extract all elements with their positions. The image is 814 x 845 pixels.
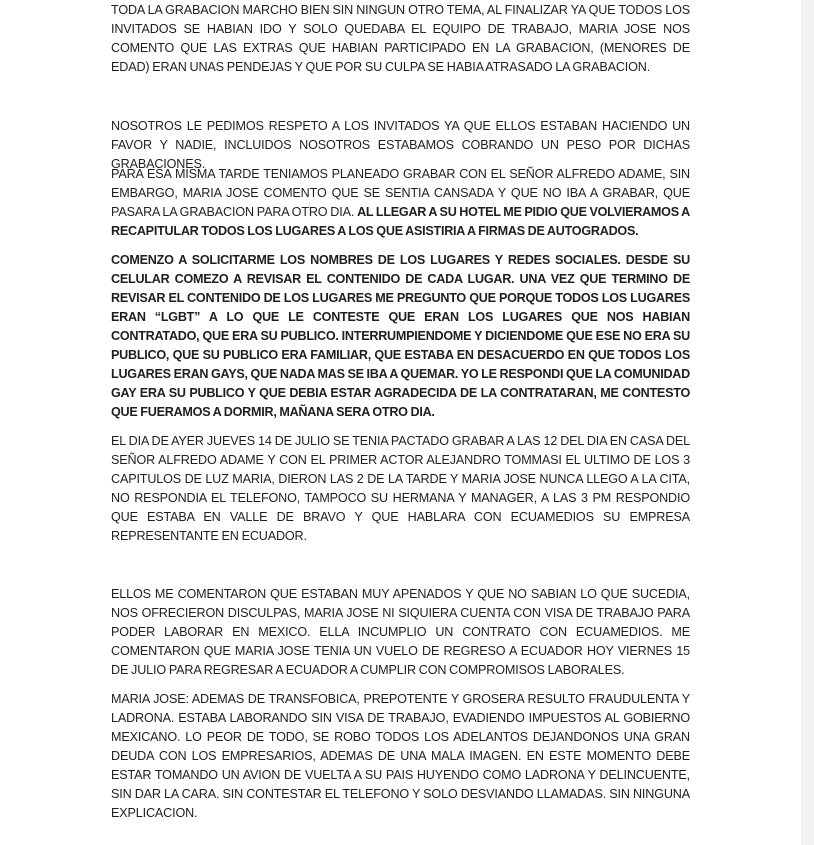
paragraph-conclusion: MARIA JOSE: ADEMAS DE TRANSFOBICA, PREPOTENTE Y GROSERA RESULTO FRAUDULENTA Y LADRONA. ESTABA LABORANDO SIN VISA DE TRABAJO, EVADIENDO IMPUESTOS AL GOBIERNO MEXICANO. LO PEOR DE TODO, SE ROBO TODOS LOS ADELANTOS DEJANDONOS UNA GRAN DEUDA CON LOS EMPRESARIOS, ADEMAS DE UNA MALA IMAGEN. EN ESTE MOMENTO DEBE ESTAR TOMANDO UN AVION DE VUELTA A SU PAIS HUYENDO COMO LADRONA Y DELINCUENTE, SIN DAR LA CARA. SIN CONTESTAR EL TELEFONO Y SOLO DESVIANDO LLAMADAS. SIN NINGUNA EXPLICACION. [111,692,690,820]
paragraph-afternoon-plan [111,165,690,241]
paragraph-recording-incident: TODA LA GRABACION MARCHO BIEN SIN NINGUN OTRO TEMA, AL FINALIZAR YA QUE TODOS LOS INVITADOS SE HABIAN IDO Y SOLO QUEDABA EL EQUIPO DE TRABAJO, MARIA JOSE NOS COMENTO QUE LAS EXTRAS QUE HABIAN PARTICIPADO EN LA GRABACION, (MENORES DE EDAD) ERAN UNAS PENDEJAS Y QUE POR SU CULPA SE HABIA ATRASADO LA GRABACION. [111,3,690,74]
paragraph-afternoon-plan-text: PARA ESA MISMA TARDE TENIAMOS PLANEADO GRABAR CON EL SEÑOR ALFREDO ADAME, SIN EMBARGO, MARIA JOSE COMENTO QUE SE SENTIA CANSADA Y QUE NO IBA A GRABAR, QUE PASARA LA GRABACION PARA OTRO DIA. [111,167,690,219]
paragraph-missed-recording: EL DIA DE AYER JUEVES 14 DE JULIO SE TENIA PACTADO GRABAR A LAS 12 DEL DIA EN CASA DEL SEÑOR ALFREDO ADAME Y CON EL PRIMER ACTOR ALEJANDRO TOMMASI EL ULTIMO DE LOS 3 CAPITULOS DE LUZ MARIA, DIERON LAS 2 DE LA TARDE Y MARIA JOSE NUNCA LLEGO A LA CITA, NO RESPONDIA EL TELEFONO, TAMPOCO SU HERMANA Y MANAGER, A LAS 3 PM RESPONDIO QUE ESTABA EN VALLE DE BRAVO Y QUE HABLARA CON ECUAMEDIOS SU EMPRESA REPRESENTANTE EN ECUADOR. [111,434,690,543]
paragraph-afternoon-plan-bold: AL LLEGAR A SU HOTEL ME PIDIO QUE VOLVIERAMOS A RECAPITULAR TODOS LOS LUGARES A LOS QUE ASISTIRIA A FIRMAS DE AUTOGRADOS. [111,205,690,238]
paragraph-respect-guests: NOSOTROS LE PEDIMOS RESPETO A LOS INVITADOS YA QUE ELLOS ESTABAN HACIENDO UN FAVOR Y NADIE, INCLUIDOS NOSOTROS ESTABAMOS COBRANDO UN PESO POR DICHAS GRABACIONES. [111,119,690,171]
right-margin-strip [801,0,814,845]
paragraph-venues-review: COMENZO A SOLICITARME LOS NOMBRES DE LOS LUGARES Y REDES SOCIALES. DESDE SU CELULAR COMEZO A REVISAR EL CONTENIDO DE CADA LUGAR. UNA VEZ QUE TERMINO DE REVISAR EL CONTENIDO DE LOS LUGARES ME PREGUNTO QUE PORQUE TODOS LOS LUGARES ERAN “LGBT” A LO QUE LE CONTESTE QUE ERAN LOS LUGARES QUE NOS HABIAN CONTRATADO, QUE ERA SU PUBLICO. INTERRUMPIENDOME Y DICIENDOME QUE ESE NO ERA SU PUBLICO, QUE SU PUBLICO ERA FAMILIAR, QUE ESTABA EN DESACUERDO EN QUE TODOS LOS LUGARES ERAN GAYS, QUE NADA MAS SE IBA A QUEMAR. YO LE RESPONDI QUE LA COMUNIDAD GAY ERA SU PUBLICO Y QUE DEBIA ESTAR AGRADECIDA DE LA CONTRATARAN, ME CONTESTO QUE FUERAMOS A DORMIR, MAÑANA SERA OTRO DIA. [111,253,690,419]
paragraph-ecuamedios-apology: ELLOS ME COMENTARON QUE ESTABAN MUY APENADOS Y QUE NO SABIAN LO QUE SUCEDIA, NOS OFRECIERON DISCULPAS, MARIA JOSE NI SIQUIERA CUENTA CON VISA DE TRABAJO PARA PODER LABORAR EN MEXICO. ELLA INCUMPLIO UN CONTRATO CON ECUAMEDIOS. ME COMENTARON QUE MARIA JOSE TENIA UN VUELO DE REGRESO A ECUADOR HOY VIERNES 15 DE JULIO PARA REGRESAR A ECUADOR A CUMPLIR CON COMPROMISOS LABORALES. [111,587,690,677]
